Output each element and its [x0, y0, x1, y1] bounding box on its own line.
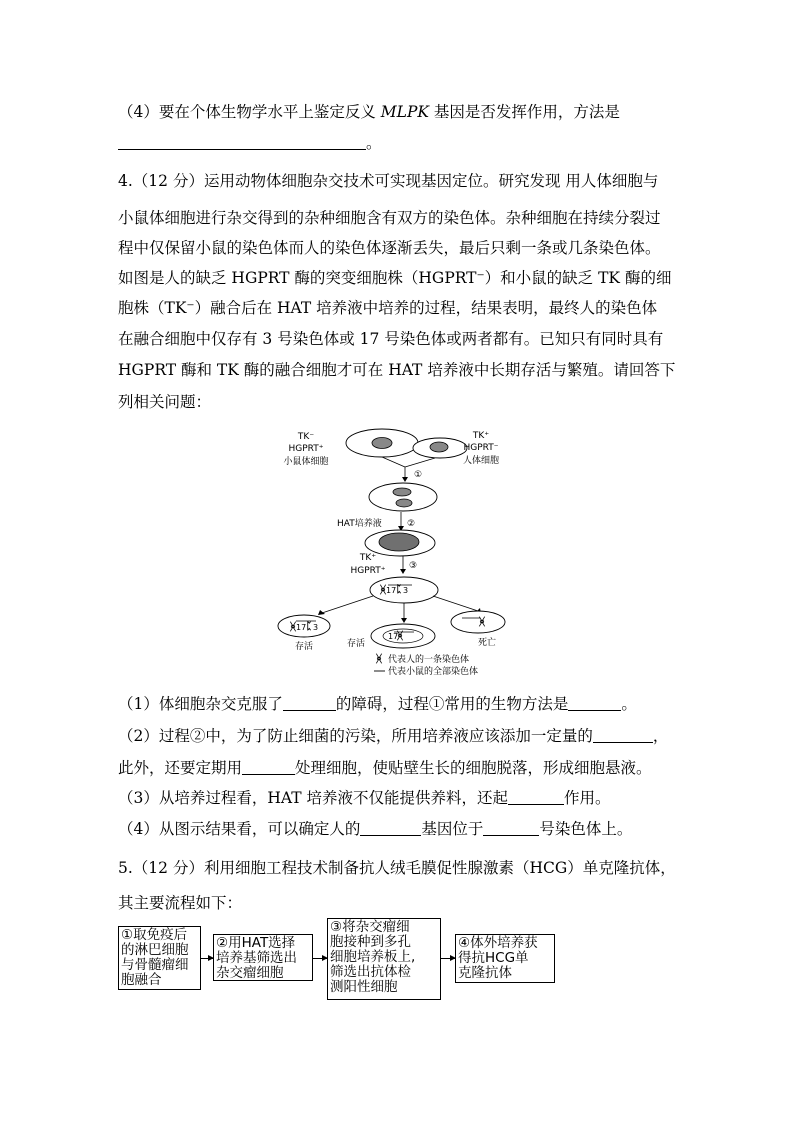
hybrid-nucleus [379, 533, 419, 551]
answer-blank[interactable] [118, 135, 366, 150]
q4-sub3: （3）从培养过程看，HAT 培养液不仅能提供养料，还起 作用。 [118, 789, 611, 807]
q4-line-4: 如图是人的缺乏 HGPRT 酶的突变细胞株（HGPRT⁻）和小鼠的缺乏 TK 酶的细 [118, 269, 672, 287]
q3-part4-line1: （4）要在个体生物学水平上鉴定反义 MLPK 基因是否发挥作用，方法是 [118, 103, 620, 121]
human-nucleus [430, 442, 448, 452]
human-tk-label: TK⁺ [472, 431, 490, 441]
dead-label: 死亡 [477, 638, 497, 648]
q5-line-1: 5.（12 分）利用细胞工程技术制备抗人绒毛膜促性腺激素（HCG）单克隆抗体， [118, 859, 676, 877]
mouse-tk-label: TK⁻ [297, 432, 315, 442]
answer-blank[interactable] [360, 821, 421, 836]
human-hgprt-label: HGPRT⁻ [463, 443, 499, 453]
q4-line-8: 列相关问题： [118, 393, 212, 411]
svg-text:ᚸ: ᚸ [290, 622, 296, 633]
survive-label-left: 存活 [294, 642, 314, 652]
q4-line-7: HGPRT 酶和 TK 酶的融合细胞才可在 HAT 培养液中长期存活与繁殖。请回答下 [118, 361, 676, 379]
svg-text:3: 3 [403, 586, 409, 595]
step-3-label: ③ [409, 561, 418, 571]
q4-sub1: （1）体细胞杂交克服了 的障碍，过程①常用的生物方法是 。 [118, 695, 637, 713]
answer-blank[interactable] [508, 790, 564, 805]
answer-blank[interactable] [568, 696, 621, 711]
answer-blank[interactable] [483, 821, 539, 836]
legend-human: 代表人的一条染色体 [388, 655, 470, 665]
q3-part4-line2: 。 [118, 133, 382, 153]
q4-line-1: 4.（12 分）运用动物体细胞杂交技术可实现基因定位。研究发现 用人体细胞与 [118, 172, 659, 190]
mouse-hgprt-label: HGPRT⁺ [288, 444, 324, 454]
flow-arrow-3 [441, 958, 455, 959]
mouse-cell-label: 小鼠体细胞 [283, 457, 329, 467]
q5-line-2: 其主要流程如下： [118, 894, 243, 912]
flow-arrow-1 [201, 958, 213, 959]
svg-text:ᚸ: ᚸ [397, 631, 403, 642]
flow-step-1: ①取免疫后 的淋巴细胞 与骨髓瘤细 胞融合 [118, 926, 201, 990]
hat-medium-label: HAT培养液 [337, 519, 382, 529]
q4-line-3: 程中仅保留小鼠的染色体而人的染色体逐渐丢失，最后只剩一条或几条染色体。 [118, 239, 661, 257]
human-cell-label: 人体细胞 [462, 456, 500, 466]
svg-text:ᛈ: ᛈ [306, 621, 312, 632]
svg-text:17: 17 [388, 632, 399, 641]
cell-fusion-diagram [270, 425, 525, 685]
mlpk-gene: MLPK [380, 103, 429, 121]
answer-blank[interactable] [242, 760, 295, 775]
flow-arrow-2 [313, 958, 327, 959]
hybrid-tk-label: TK⁺ [359, 553, 377, 563]
svg-text:ᛈ: ᛈ [396, 584, 402, 595]
flow-step-3: ③将杂交瘤细 胞接种到多孔 细胞培养板上, 筛选出抗体检 测阳性细胞 [327, 918, 441, 1000]
q4-line-2: 小鼠体细胞进行杂交得到的杂种细胞含有双方的染色体。杂种细胞在持续分裂过 [118, 209, 661, 227]
answer-blank[interactable] [283, 696, 336, 711]
flow-step-2: ②用HAT选择 培养基筛选出 杂交瘤细胞 [213, 934, 313, 981]
q4-sub4: （4）从图示结果看，可以确定人的 基因位于 号染色体上。 [118, 820, 633, 838]
hybrid-hgprt-label: HGPRT⁺ [350, 566, 386, 576]
svg-text:ᚸ: ᚸ [376, 654, 382, 665]
step-2-label: ② [407, 519, 416, 529]
legend-mouse: 代表小鼠的全部染色体 [388, 667, 479, 677]
svg-text:17: 17 [296, 623, 307, 632]
svg-text:ᚸ: ᚸ [380, 585, 386, 596]
svg-text:3: 3 [313, 623, 319, 632]
answer-blank[interactable] [593, 728, 653, 743]
svg-text:ᚸ: ᚸ [479, 617, 485, 628]
q4-sub2-line2: 此外，还要定期用 处理细胞，使贴壁生长的细胞脱落，形成细胞悬液。 [118, 759, 652, 777]
q4-line-5: 胞株（TK⁻）融合后在 HAT 培养液中培养的过程，结果表明，最终人的染色体 [118, 299, 658, 317]
survive-label-middle: 存活 [346, 639, 366, 649]
hcg-flowchart [118, 918, 558, 1003]
svg-text:17: 17 [386, 586, 397, 595]
dead-cell [451, 611, 505, 633]
q4-sub2: （2）过程②中，为了防止细菌的污染，所用培养液应该添加一定量的 ， [118, 727, 669, 745]
step-1-label: ① [414, 470, 423, 480]
mouse-nucleus [372, 438, 392, 449]
flow-step-4: ④体外培养获 得抗HCG单 克隆抗体 [455, 934, 555, 983]
q4-line-6: 在融合细胞中仅存有 3 号染色体或 17 号染色体或两者都有。已知只有同时具有 [118, 330, 664, 348]
